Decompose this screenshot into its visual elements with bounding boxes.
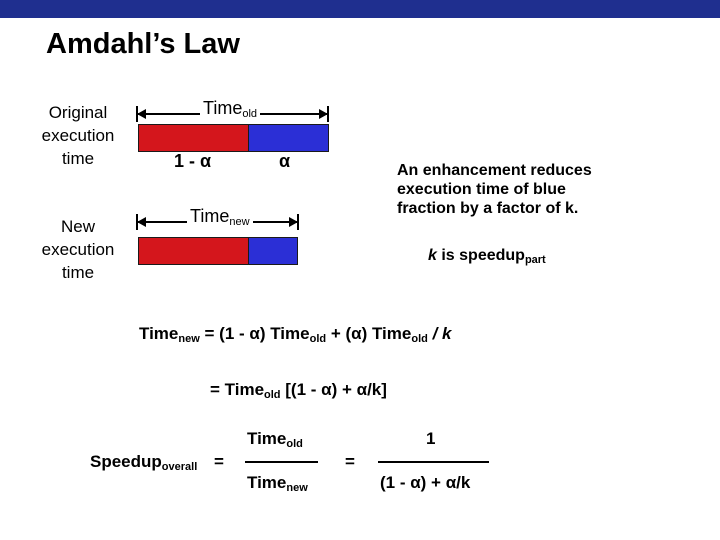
num-sub: old — [286, 438, 303, 450]
label-line: New — [60, 217, 95, 236]
fraction2-bar — [378, 461, 489, 463]
second-equals: = — [345, 452, 355, 471]
eq1-mid2: + (α) Time — [326, 324, 412, 343]
eq2-prefix: = Time — [210, 380, 265, 399]
label-line: time — [61, 263, 95, 282]
new-execution-label — [28, 215, 128, 284]
speedup-part-note — [428, 246, 546, 270]
eq1-tail: / k — [427, 324, 452, 343]
arrowhead-right-icon — [289, 217, 298, 227]
equation-simplified — [210, 380, 387, 401]
equation-time-new — [139, 324, 451, 345]
den-sub: new — [286, 482, 308, 494]
time-old-sub: old — [242, 108, 258, 120]
label-line: execution — [41, 126, 115, 145]
label-line: Original — [48, 103, 108, 122]
speedup-part-sub: part — [524, 254, 546, 266]
label-line: time — [61, 149, 95, 168]
arrowhead-right-icon — [319, 109, 328, 119]
eq1-mid1: = (1 - α) Time — [199, 324, 310, 343]
original-execution-label — [28, 101, 128, 170]
note-line: An enhancement reduces — [397, 162, 592, 179]
note-line: execution time of blue — [397, 181, 566, 198]
eq1-lhs: Time — [139, 324, 179, 343]
speedup-label-sub: overall — [161, 461, 198, 473]
eq2-rest: [(1 - α) + α/k] — [280, 380, 387, 399]
fraction1-denominator — [247, 473, 308, 494]
speedup-equals: = — [214, 452, 224, 471]
original-red-segment — [138, 124, 249, 152]
eq1-lhs-sub: new — [178, 333, 200, 345]
time-new-sub: new — [229, 216, 250, 228]
page-title: Amdahl’s Law — [46, 28, 240, 60]
arrowhead-left-icon — [137, 109, 146, 119]
eq2-sub: old — [264, 389, 281, 401]
speedup-part-text: is speedup — [436, 247, 525, 264]
arrowhead-left-icon — [137, 217, 146, 227]
fraction2-denominator: (1 - α) + α/k — [380, 473, 471, 492]
new-red-segment — [138, 237, 249, 265]
fraction1-numerator — [247, 429, 303, 450]
time-new-base: Time — [190, 206, 230, 226]
original-blue-segment — [248, 124, 329, 152]
note-line: fraction by a factor of k. — [397, 200, 579, 217]
label-line: execution — [41, 240, 115, 259]
alpha-label: α — [279, 151, 291, 171]
top-bar — [0, 0, 720, 18]
den-base: Time — [247, 473, 287, 492]
k-variable: k — [428, 247, 437, 264]
speedup-label: Speedup — [90, 452, 162, 471]
time-old-label — [200, 98, 260, 120]
num-base: Time — [247, 429, 287, 448]
speedup-overall-label — [90, 452, 197, 473]
fraction1-bar — [245, 461, 318, 463]
time-new-label — [187, 206, 253, 228]
fraction2-numerator: 1 — [426, 429, 436, 448]
enhancement-note — [397, 161, 592, 218]
eq1-sub2: old — [411, 333, 428, 345]
one-minus-alpha-label: 1 - α — [174, 151, 212, 171]
time-old-base: Time — [203, 98, 243, 118]
new-blue-segment — [248, 237, 298, 265]
eq1-sub1: old — [309, 333, 327, 345]
